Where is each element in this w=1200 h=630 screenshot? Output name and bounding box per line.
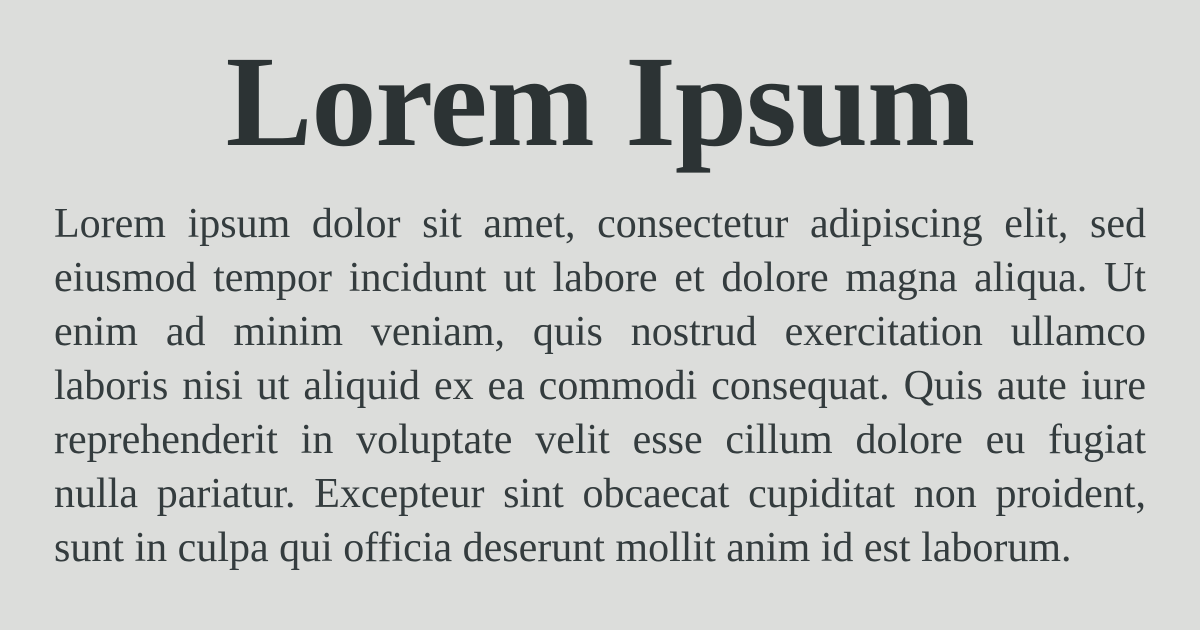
paragraph-line: eiusmod tempor incidunt ut labore et dolore magna aliqua. Ut (54, 255, 1146, 301)
paragraph-line: laboris nisi ut aliquid ex ea commodi consequat. Quis aute iure (54, 363, 1146, 409)
paragraph-line: reprehenderit in voluptate velit esse cillum dolore eu fugiat (54, 417, 1146, 463)
paragraph-line: enim ad minim veniam, quis nostrud exercitation ullamco (54, 309, 1146, 355)
paragraph-line: Lorem ipsum dolor sit amet, consectetur adipiscing elit, sed (54, 201, 1146, 247)
page-title: Lorem Ipsum (225, 30, 975, 174)
body-paragraph (54, 197, 1146, 575)
paragraph-line: nulla pariatur. Excepteur sint obcaecat cupiditat non proident, (54, 471, 1146, 517)
paragraph-line: sunt in culpa qui officia deserunt mollit anim id est laborum. (54, 525, 1072, 571)
